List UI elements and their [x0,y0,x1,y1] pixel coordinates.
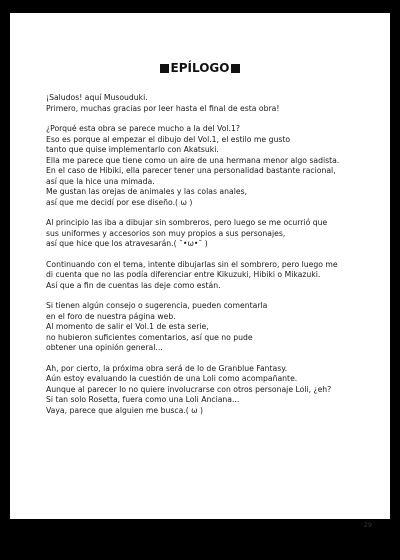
text-line: sus uniformes y accesorios son muy propios a sus personajes, [46,228,286,238]
text-line: Vaya, parece que alguien me busca.( ω ) [46,405,204,415]
text-line: En el caso de Hibiki, ella parecer tener una personalidad bastante racional, [46,166,336,175]
text-line: Me gustan las orejas de animales y las colas anales, [46,187,248,196]
text-line: Aún estoy evaluando la cuestión de una Loli como acompañante. [46,374,298,383]
text-line: así que hice que los atravesarán.( ˘•ω•˘ ) [46,239,208,248]
text-line: Continuando con el tema, intente dibujarlas sin el sombrero, pero luego me [46,259,338,269]
text-line: Eso es porque al empezar el dibujo del Vol.1, el estilo me gusto [46,134,291,144]
text-line: en el foro de nuestra página web. [46,311,176,321]
paragraph [46,260,384,292]
text-line: Si tan solo Rosetta, fuera como una Loli Anciana... [46,395,240,404]
text-line: ¡Saludos! aquí Musouduki. [46,93,148,102]
text-line: así que la hice una mimada. [46,176,155,186]
epilogue-body [46,93,384,426]
paragraph [46,364,384,417]
paragraph [46,124,384,208]
text-line: Primero, muchas gracias por leer hasta el final de esta obra! [46,103,280,113]
text-line: Aunque al parecer Io no quiere involucrarse con otros personaje Loli, ¿eh? [46,384,332,394]
text-line: tanto que quise implementarlo con Akatsuki. [46,145,219,154]
text-line: di cuenta que no las podía diferenciar entre Kikuzuki, Hibiki o Mikazuki. [46,270,321,279]
text-line: Al momento de salir el Vol.1 de esta serie, [46,322,209,331]
right-square-icon [231,64,240,73]
text-line: Si tienen algún consejo o sugerencia, pueden comentarla [46,301,268,310]
text-line: Ella me parece que tiene como un aire de una hermana menor algo sadista. [46,155,340,165]
page-title: EPÍLOGO [170,61,230,75]
paragraph [46,301,384,354]
text-line: ¿Porqué esta obra se parece mucho a la del Vol.1? [46,124,240,133]
text-line: Ah, por cierto, la próxima obra será de Io de Granblue Fantasy. [46,363,288,373]
text-line: obtener una opinión general... [46,343,163,352]
title-row [10,61,390,75]
left-square-icon [160,64,169,73]
document-sheet [10,13,390,529]
text-line: Al principio las iba a dibujar sin sombreros, pero luego se me ocurrió que [46,218,328,227]
paragraph [46,93,384,114]
page-number: 29 [363,521,372,529]
text-line: no hubieron suficientes comentarios, así que no pude [46,332,253,342]
paragraph [46,218,384,250]
text-line: Así que a fin de cuentas las deje como están. [46,280,221,290]
text-line: así que me decidí por ese diseño.( ω ) [46,197,193,207]
